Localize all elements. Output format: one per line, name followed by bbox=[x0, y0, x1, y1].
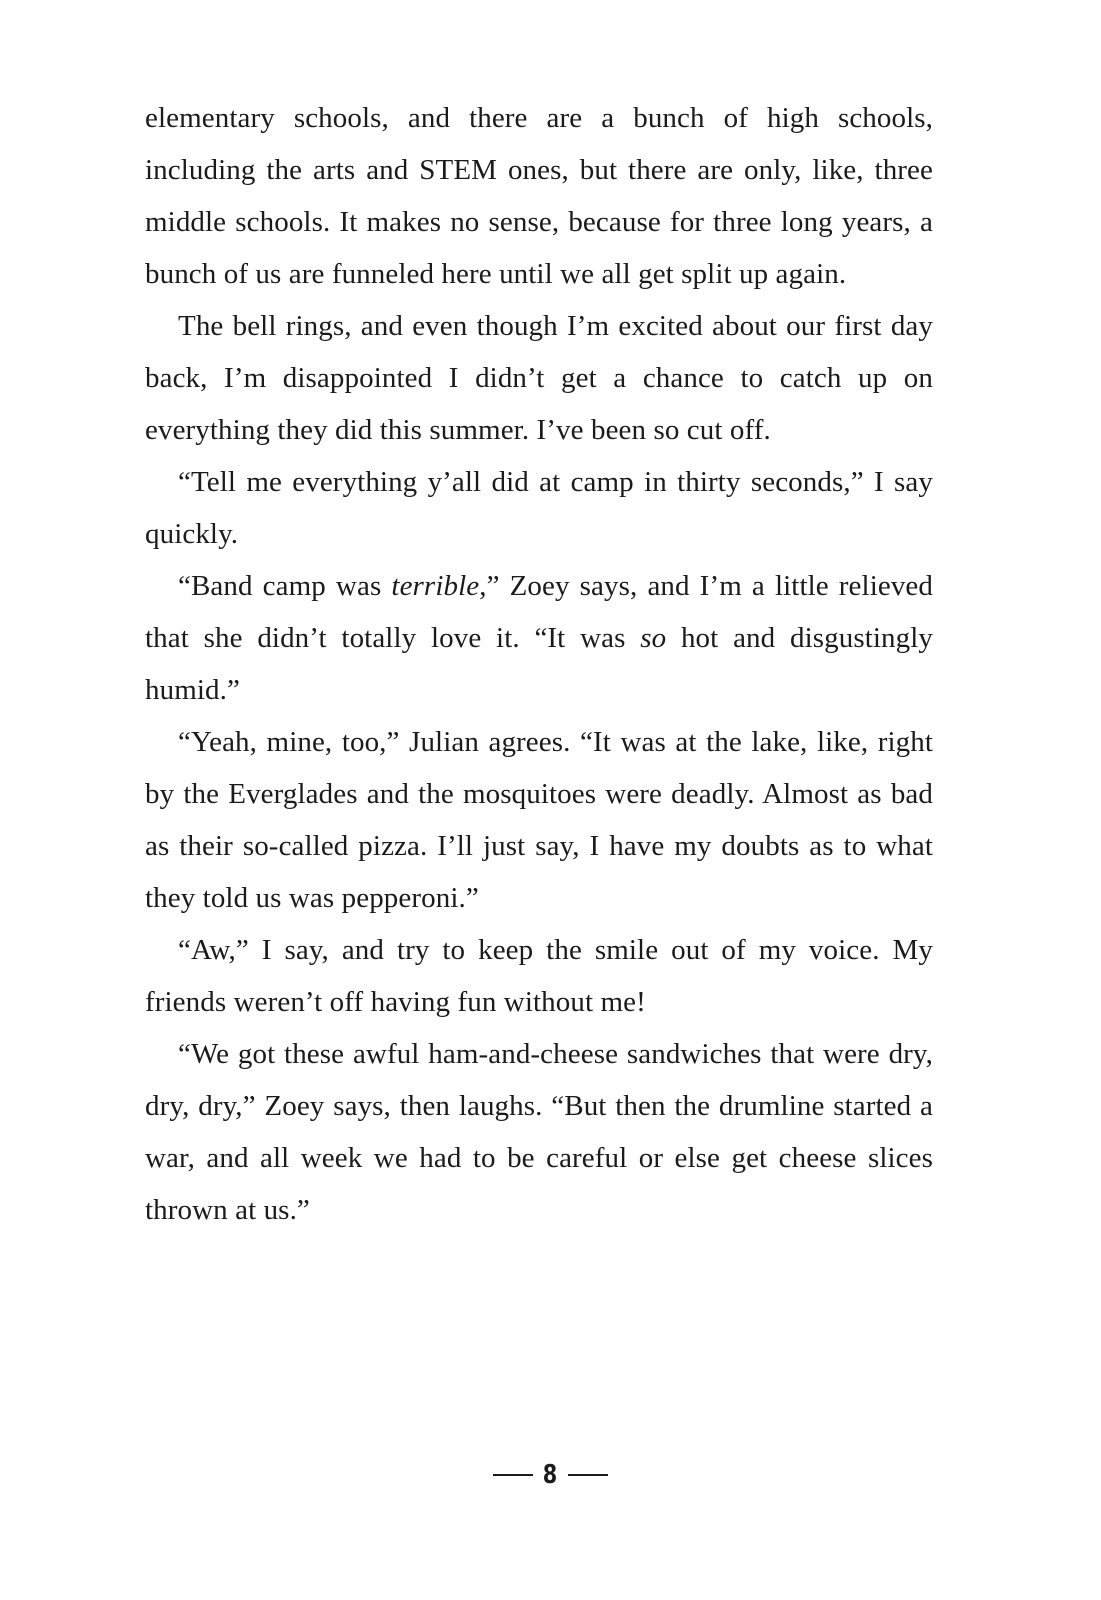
text-run: hot and disgustingly humid.” bbox=[145, 622, 933, 706]
text-run: The bell rings, and even though I’m excited about our first day back, I’m disappointed I didn’t get a chance to catch up on everything they did this summer. I’ve been so cut off. bbox=[145, 310, 933, 446]
text-run: “Tell me everything y’all did at camp in thirty seconds,” I say quickly. bbox=[145, 466, 933, 550]
text-run: elementary schools, and there are a bunch of high schools, including the arts and STEM ones, but there are only, like, three middle schools. It makes no sense, because for three long years, a bunch of us are funneled here until we all get split up again. bbox=[145, 102, 933, 290]
paragraph bbox=[145, 456, 933, 560]
page-body bbox=[145, 92, 933, 1236]
text-run: “Band camp was bbox=[178, 570, 392, 602]
text-run: “Yeah, mine, too,” Julian agrees. “It was at the lake, like, right by the Everglades and the mosquitoes were deadly. Almost as bad as their so-called pizza. I’ll just say, I have my doubts as to what they told us was pepperoni.” bbox=[145, 726, 933, 914]
page-folio bbox=[0, 1460, 1101, 1490]
paragraph bbox=[145, 300, 933, 456]
paragraph bbox=[145, 92, 933, 300]
paragraph bbox=[145, 1028, 933, 1236]
paragraph bbox=[145, 560, 933, 716]
italic-text-run: terrible bbox=[391, 570, 480, 602]
italic-text-run: so bbox=[640, 622, 667, 654]
paragraph bbox=[145, 924, 933, 1028]
folio-rule-right bbox=[568, 1474, 608, 1476]
text-run: “We got these awful ham-and-cheese sandwiches that were dry, dry, dry,” Zoey says, then laughs. “But then the drumline started a war, and all week we had to be careful or else get cheese slices thrown at us.” bbox=[145, 1038, 933, 1226]
text-run: “Aw,” I say, and try to keep the smile out of my voice. My friends weren’t off having fun without me! bbox=[145, 934, 933, 1018]
text-run: ,” Zoey says, and I’m a little relieved that she didn’t totally love it. “It was bbox=[145, 570, 933, 654]
paragraph bbox=[145, 716, 933, 924]
folio-rule-left bbox=[493, 1474, 533, 1476]
page-number: 8 bbox=[543, 1460, 558, 1490]
